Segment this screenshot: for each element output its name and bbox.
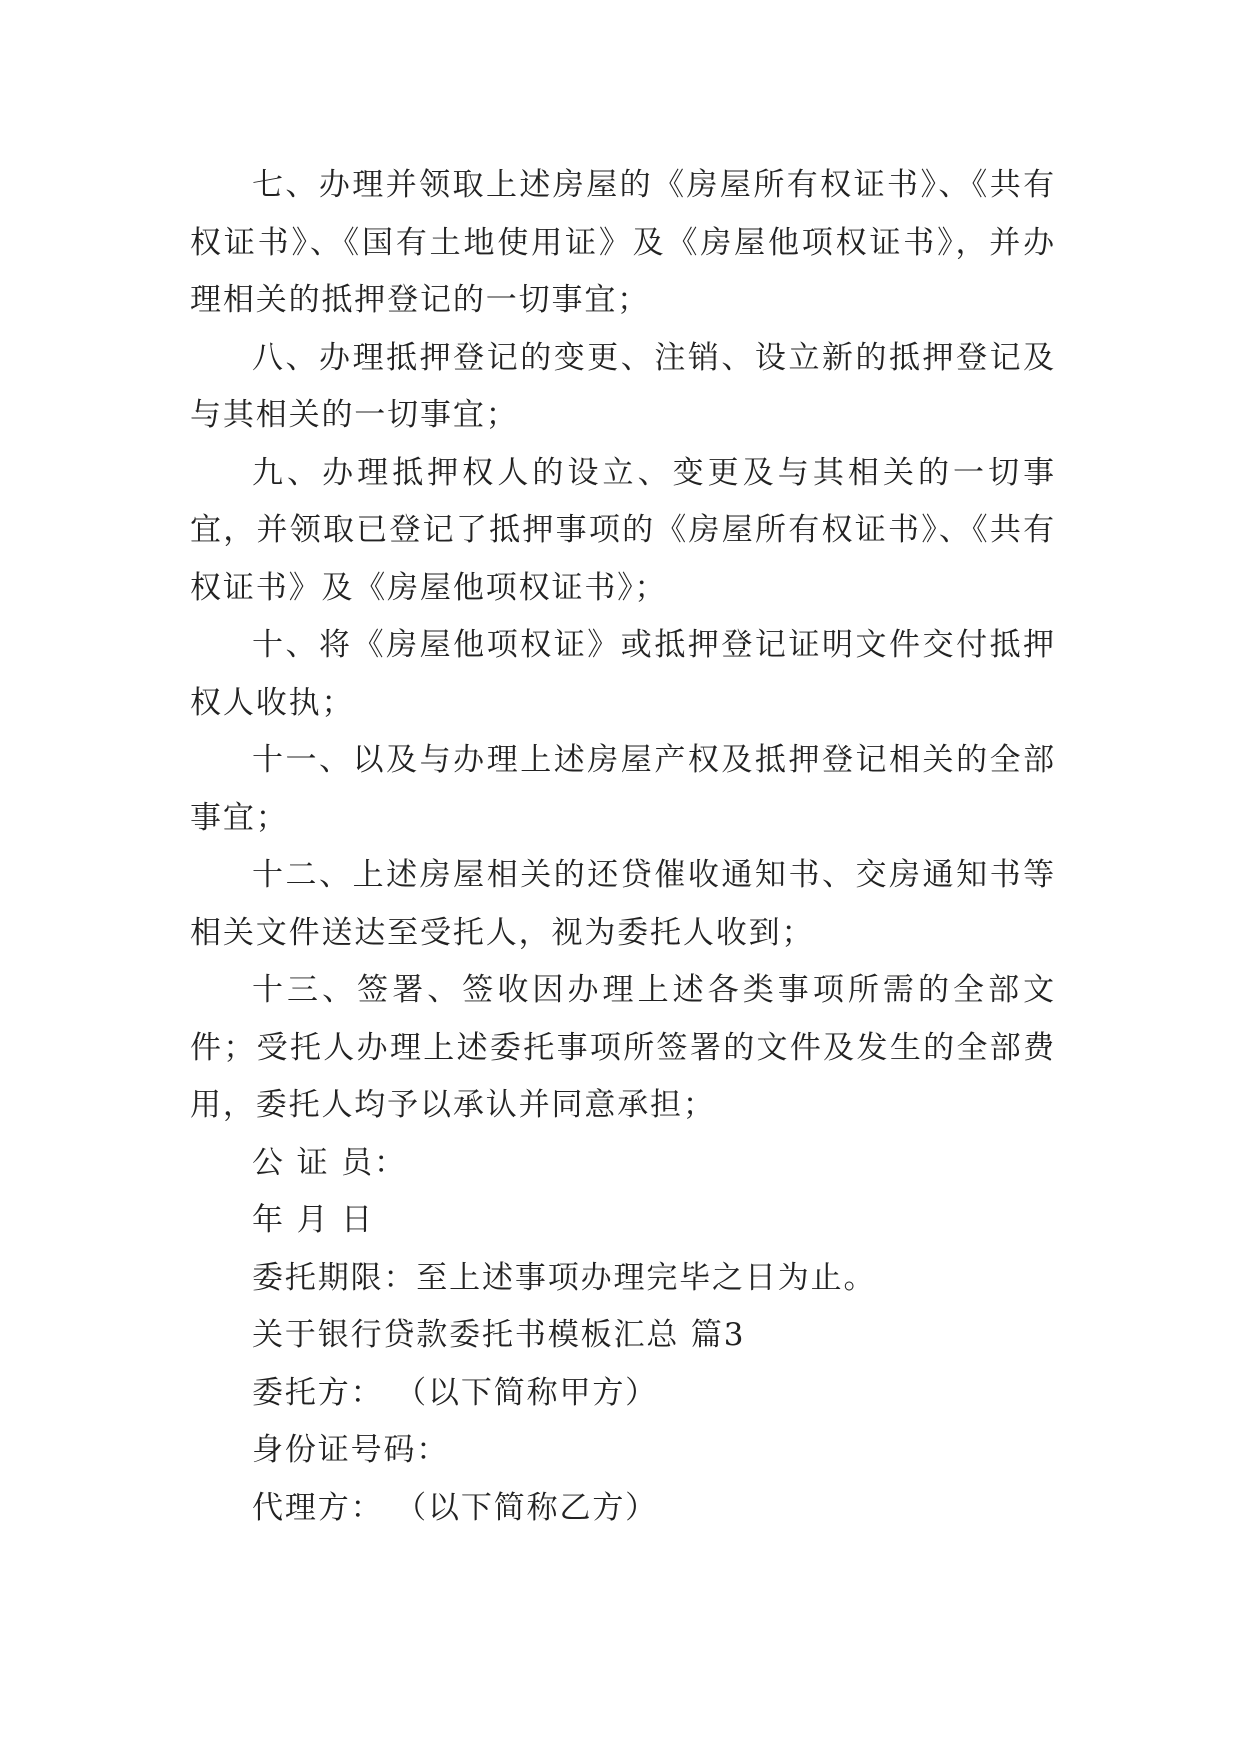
clause-8: 八、办理抵押登记的变更、注销、设立新的抵押登记及与其相关的一切事宜；: [190, 339, 1056, 433]
clause-7: 七、办理并领取上述房屋的《房屋所有权证书》、《共有权证书》、《国有土地使用证》及《房屋他项权证书》，并办理相关的抵押登记的一切事宜；: [190, 167, 1056, 318]
id-number-line: 身份证号码：: [252, 1432, 450, 1468]
term-line: 委托期限：至上述事项办理完毕之日为止。: [252, 1259, 877, 1296]
date-line: 年 月 日: [252, 1202, 375, 1238]
notary-line: 公 证 员：: [252, 1144, 407, 1181]
clause-11: 十一、以及与办理上述房屋产权及抵押登记相关的全部事宜；: [190, 742, 1056, 836]
document-body: [190, 157, 1056, 1537]
clause-9: 九、办理抵押权人的设立、变更及与其相关的一切事宜，并领取已登记了抵押事项的《房屋所有权证书》、《共有权证书》及《房屋他项权证书》；: [190, 454, 1056, 606]
principal-line: 委托方： （以下简称甲方）: [252, 1374, 659, 1411]
clause-13: 十三、签署、签收因办理上述各类事项所需的全部文件；受托人办理上述委托事项所签署的文件及发生的全部费用，委托人均予以承认并同意承担；: [190, 972, 1056, 1123]
agent-line: 代理方： （以下简称乙方）: [252, 1489, 659, 1526]
clause-12: 十二、上述房屋相关的还贷催收通知书、交房通知书等相关文件送达至受托人，视为委托人收到；: [190, 857, 1056, 951]
clause-10: 十、将《房屋他项权证》或抵押登记证明文件交付抵押权人收执；: [190, 627, 1056, 721]
section-title: 关于银行贷款委托书模板汇总 篇3: [252, 1317, 746, 1353]
